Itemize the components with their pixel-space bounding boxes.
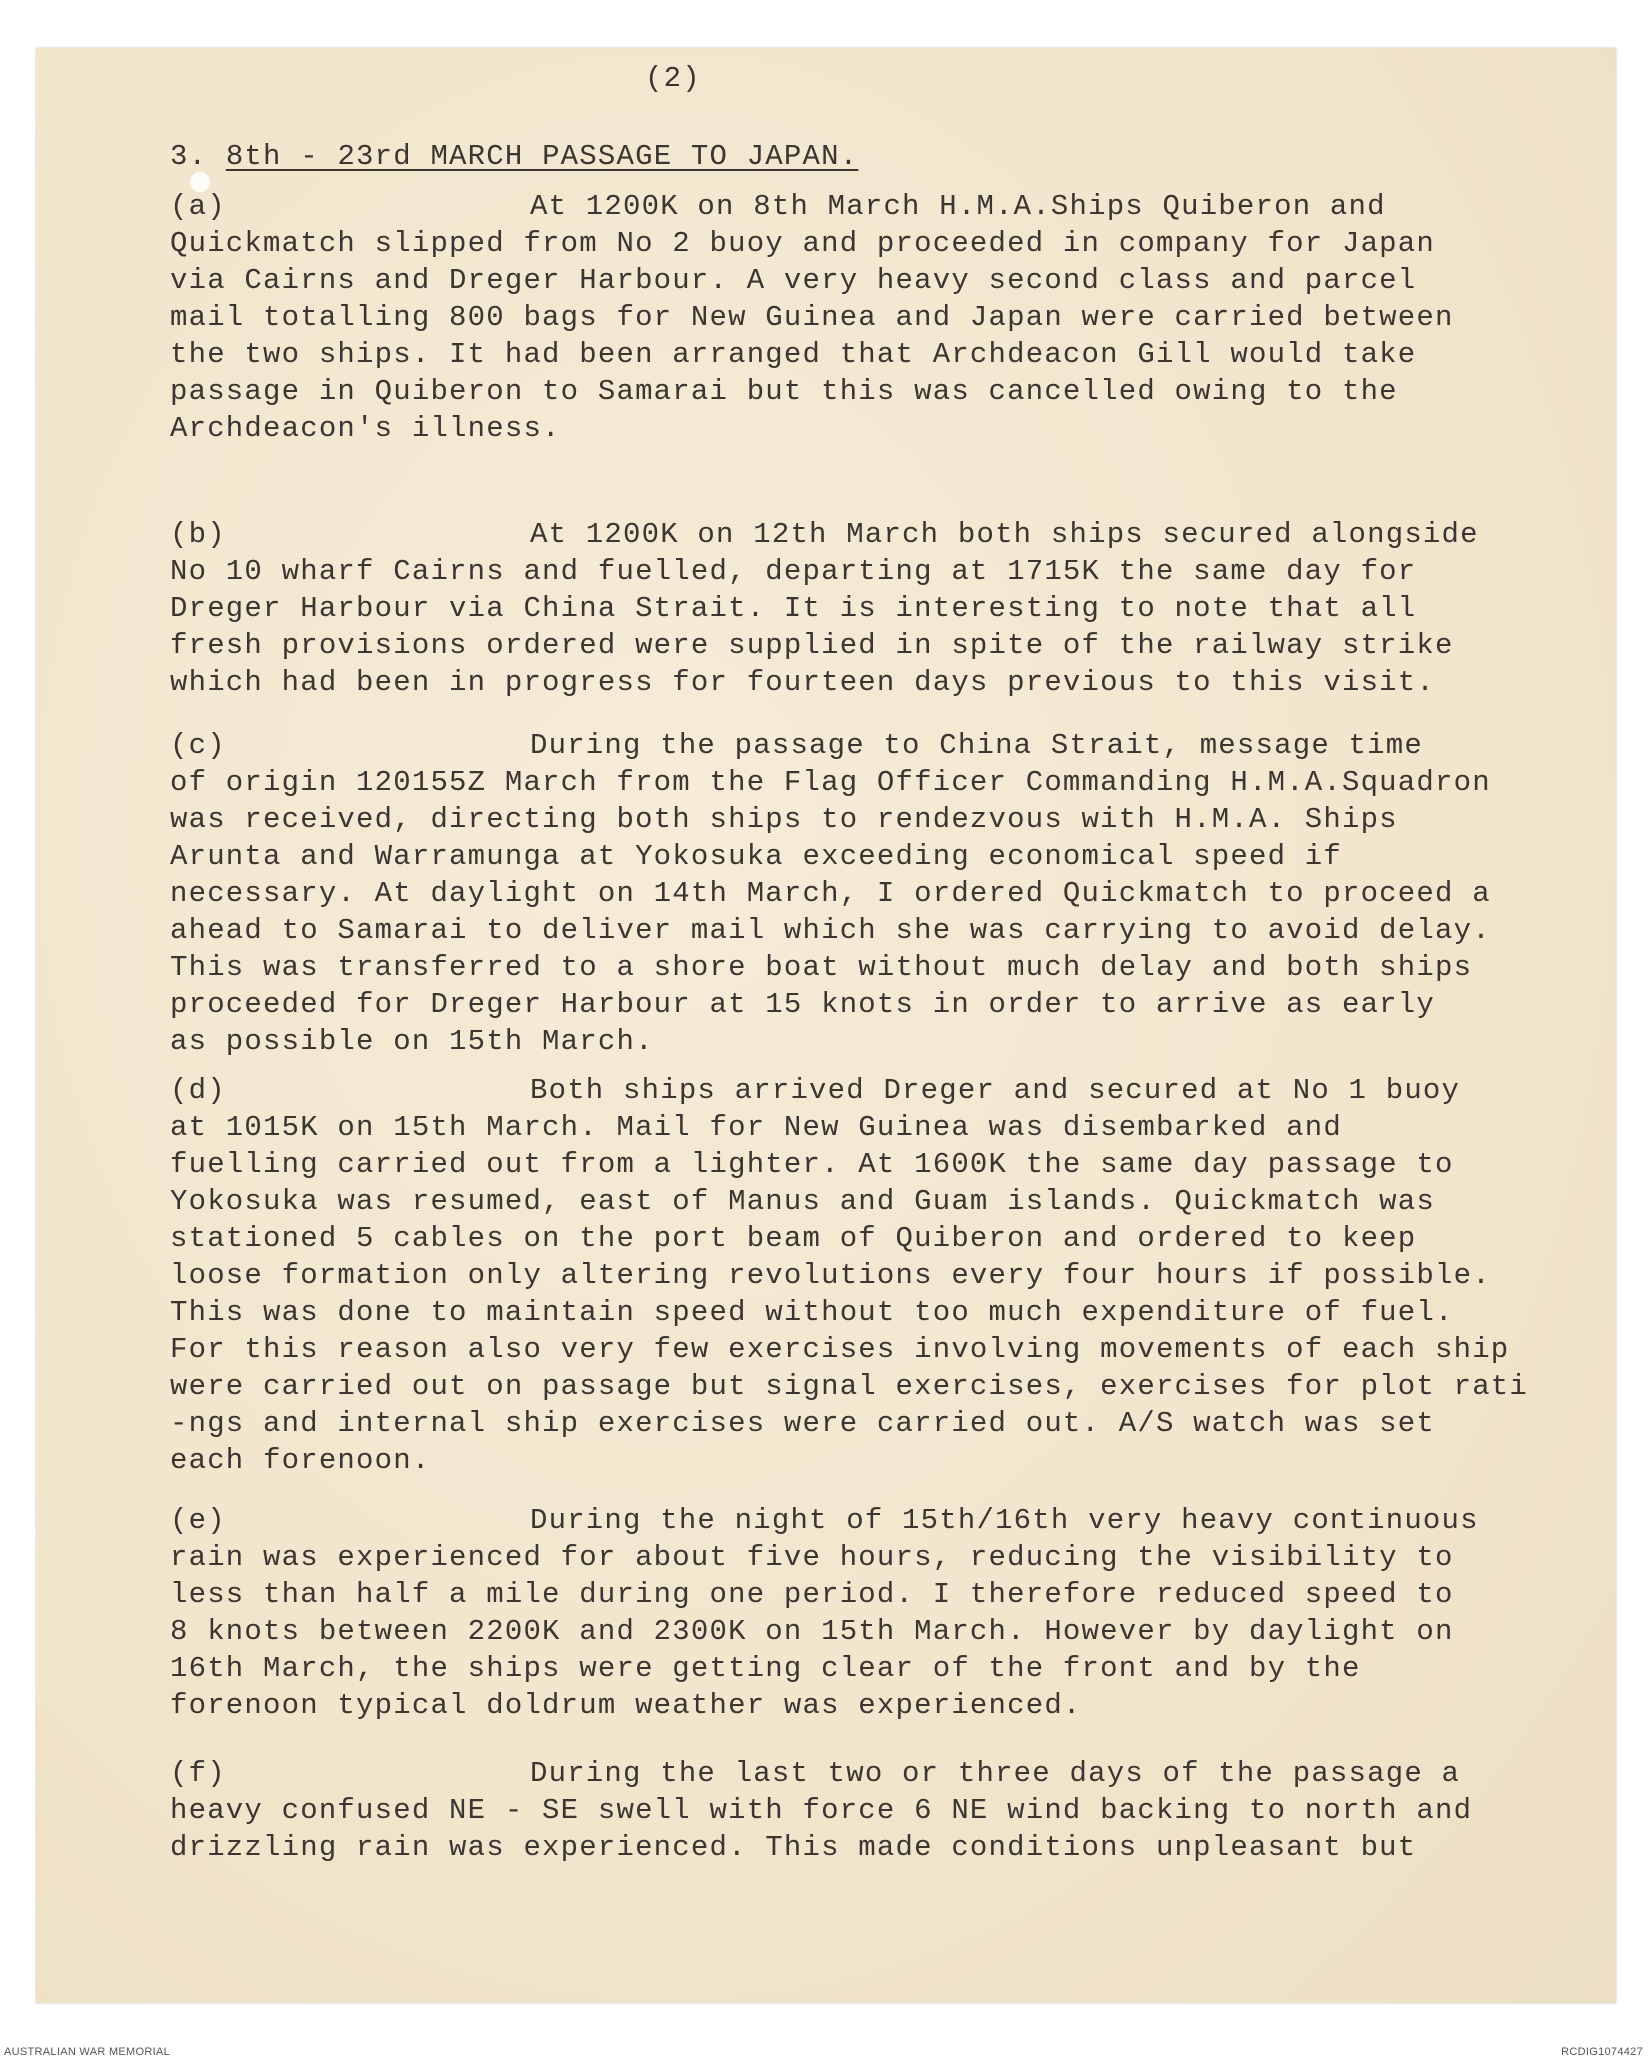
- paragraph-line: At 1200K on 12th March both ships secured alongside: [530, 518, 1479, 551]
- paragraph-line: ahead to Samarai to deliver mail which she was carrying to avoid delay.: [170, 914, 1491, 947]
- paragraph-line: During the passage to China Strait, message time: [530, 729, 1423, 762]
- paragraph-line: 8 knots between 2200K and 2300K on 15th March. However by daylight on: [170, 1615, 1454, 1648]
- paragraph-label: (d): [170, 1074, 226, 1107]
- paragraph-first-line: [170, 1072, 1528, 1109]
- paragraph-first-line: [170, 1502, 1479, 1539]
- paragraph-line: as possible on 15th March.: [170, 1025, 654, 1058]
- archive-reference-id: RCDIG1074427: [1561, 2046, 1643, 2058]
- paragraph-first-line: [170, 1755, 1472, 1792]
- paragraph-line: stationed 5 cables on the port beam of Quiberon and ordered to keep: [170, 1222, 1417, 1255]
- paragraph-line: the two ships. It had been arranged that Archdeacon Gill would take: [170, 338, 1417, 371]
- paragraph-line: was received, directing both ships to rendezvous with H.M.A. Ships: [170, 803, 1398, 836]
- page-number: (2): [645, 62, 701, 95]
- paragraph-label: (e): [170, 1504, 226, 1537]
- paragraph-line: Quickmatch slipped from No 2 buoy and proceeded in company for Japan: [170, 227, 1435, 260]
- paragraph-first-line: [170, 516, 1479, 553]
- section-title: 8th - 23rd MARCH PASSAGE TO JAPAN.: [225, 140, 859, 173]
- paragraph-line: Dreger Harbour via China Strait. It is interesting to note that all: [170, 592, 1417, 625]
- paragraph-line: drizzling rain was experienced. This made conditions unpleasant but: [170, 1831, 1417, 1864]
- paragraph-line: This was transferred to a shore boat without much delay and both ships: [170, 951, 1473, 984]
- paragraph-line: Both ships arrived Dreger and secured at No 1 buoy: [530, 1074, 1461, 1107]
- paragraph-line: via Cairns and Dreger Harbour. A very heavy second class and parcel: [170, 264, 1417, 297]
- paragraph-line: During the night of 15th/16th very heavy continuous: [530, 1504, 1479, 1537]
- paragraph-line: less than half a mile during one period. I therefore reduced speed to: [170, 1578, 1454, 1611]
- paragraph-line: This was done to maintain speed without too much expenditure of fuel.: [170, 1296, 1454, 1329]
- paragraph-line: forenoon typical doldrum weather was experienced.: [170, 1689, 1082, 1722]
- paragraph-line: Arunta and Warramunga at Yokosuka exceeding economical speed if: [170, 840, 1342, 873]
- paragraph-e: [170, 1502, 1479, 1724]
- paragraph-line: loose formation only altering revolutions every four hours if possible.: [170, 1259, 1491, 1292]
- paragraph-line: fresh provisions ordered were supplied in spite of the railway strike: [170, 629, 1454, 662]
- paragraph-label: (a): [170, 190, 226, 223]
- paragraph-line: necessary. At daylight on 14th March, I ordered Quickmatch to proceed a: [170, 877, 1491, 910]
- paragraph-f: [170, 1755, 1472, 1866]
- paragraph-line: mail totalling 800 bags for New Guinea and Japan were carried between: [170, 301, 1454, 334]
- paragraph-line: each forenoon.: [170, 1444, 431, 1477]
- paragraph-line: Archdeacon's illness.: [170, 412, 561, 445]
- paragraph-line: at 1015K on 15th March. Mail for New Guinea was disembarked and: [170, 1111, 1342, 1144]
- paragraph-first-line: [170, 727, 1491, 764]
- paragraph-label: (b): [170, 518, 226, 551]
- paragraph-line: heavy confused NE - SE swell with force 6 NE wind backing to north and: [170, 1794, 1473, 1827]
- paragraph-line: During the last two or three days of the passage a: [530, 1757, 1461, 1790]
- paragraph-label: (c): [170, 729, 226, 762]
- paragraph-line: For this reason also very few exercises involving movements of each ship: [170, 1333, 1510, 1366]
- paragraph-line: passage in Quiberon to Samarai but this was cancelled owing to the: [170, 375, 1398, 408]
- paragraph-c: [170, 727, 1491, 1060]
- paragraph-line: At 1200K on 8th March H.M.A.Ships Quiberon and: [530, 190, 1386, 223]
- paragraph-line: -ngs and internal ship exercises were carried out. A/S watch was set: [170, 1407, 1435, 1440]
- paragraph-line: were carried out on passage but signal exercises, exercises for plot rati: [170, 1370, 1529, 1403]
- paragraph-line: fuelling carried out from a lighter. At 1600K the same day passage to: [170, 1148, 1454, 1181]
- paragraph-first-line: [170, 188, 1454, 225]
- paragraph-line: which had been in progress for fourteen days previous to this visit.: [170, 666, 1435, 699]
- paragraph-b: [170, 516, 1479, 701]
- section-heading: [170, 140, 858, 173]
- paragraph-line: proceeded for Dreger Harbour at 15 knots in order to arrive as early: [170, 988, 1435, 1021]
- archive-credit: AUSTRALIAN WAR MEMORIAL: [4, 2046, 171, 2058]
- paragraph-a: [170, 188, 1454, 447]
- paragraph-line: rain was experienced for about five hours, reducing the visibility to: [170, 1541, 1454, 1574]
- paragraph-line: Yokosuka was resumed, east of Manus and Guam islands. Quickmatch was: [170, 1185, 1435, 1218]
- paragraph-d: [170, 1072, 1528, 1479]
- paragraph-line: No 10 wharf Cairns and fuelled, departing at 1715K the same day for: [170, 555, 1417, 588]
- section-number: 3.: [170, 140, 208, 173]
- paragraph-label: (f): [170, 1757, 226, 1790]
- paragraph-line: of origin 120155Z March from the Flag Officer Commanding H.M.A.Squadron: [170, 766, 1491, 799]
- paragraph-line: 16th March, the ships were getting clear of the front and by the: [170, 1652, 1361, 1685]
